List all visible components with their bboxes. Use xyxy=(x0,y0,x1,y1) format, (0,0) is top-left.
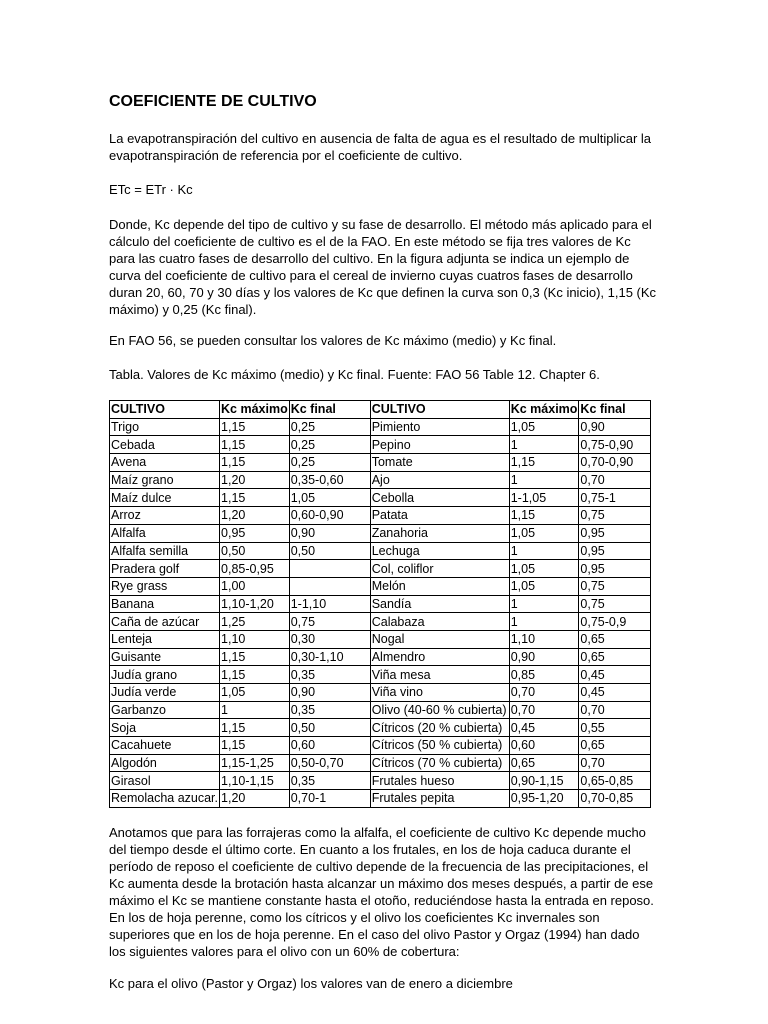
cultivo-cell: Zanahoria xyxy=(370,524,509,542)
kc-maximo-cell: 1,05 xyxy=(509,418,579,436)
cultivo-cell: Maíz grano xyxy=(110,471,220,489)
olive-kc-paragraph: Kc para el olivo (Pastor y Orgaz) los valores van de enero a diciembre xyxy=(109,976,513,991)
kc-maximo-cell: 1 xyxy=(509,542,579,560)
cultivo-cell: Cítricos (50 % cubierta) xyxy=(370,737,509,755)
cultivo-cell: Frutales hueso xyxy=(370,772,509,790)
kc-final-cell: 0,45 xyxy=(579,666,651,684)
kc-final-cell: 0,35 xyxy=(289,701,370,719)
cultivo-cell: Soja xyxy=(110,719,220,737)
table-row xyxy=(110,560,651,578)
cultivo-cell: Algodón xyxy=(110,754,220,772)
kc-maximo-cell: 1,15 xyxy=(220,666,290,684)
cultivo-cell: Judía grano xyxy=(110,666,220,684)
formula-line: ETc = ETr · Kc xyxy=(109,182,193,197)
kc-maximo-cell: 0,60 xyxy=(509,737,579,755)
kc-final-cell: 0,70-0,90 xyxy=(579,454,651,472)
table-row xyxy=(110,595,651,613)
cultivo-cell: Calabaza xyxy=(370,613,509,631)
kc-final-cell: 0,75-0,90 xyxy=(579,436,651,454)
cultivo-cell: Caña de azúcar xyxy=(110,613,220,631)
table-row xyxy=(110,648,651,666)
cultivo-cell: Avena xyxy=(110,454,220,472)
kc-maximo-cell: 1,15 xyxy=(220,648,290,666)
cultivo-cell: Cítricos (70 % cubierta) xyxy=(370,754,509,772)
cultivo-cell: Tomate xyxy=(370,454,509,472)
kc-maximo-cell: 0,85 xyxy=(509,666,579,684)
table-row xyxy=(110,489,651,507)
kc-maximo-cell: 1 xyxy=(509,595,579,613)
kc-maximo-cell: 0,95 xyxy=(220,524,290,542)
table-row xyxy=(110,577,651,595)
cultivo-cell: Lenteja xyxy=(110,630,220,648)
kc-final-cell: 0,50 xyxy=(289,719,370,737)
kc-final-cell: 0,65 xyxy=(579,737,651,755)
kc-final-cell: 0,35 xyxy=(289,772,370,790)
cultivo-cell: Garbanzo xyxy=(110,701,220,719)
intro-paragraph: La evapotranspiración del cultivo en ausencia de falta de agua es el resultado de multiplicar la evapotranspiración de referencia por el coeficiente de cultivo. xyxy=(109,131,652,163)
kc-maximo-cell: 1,15 xyxy=(220,454,290,472)
cultivo-cell: Lechuga xyxy=(370,542,509,560)
kc-final-cell: 0,70 xyxy=(579,471,651,489)
kc-final-cell: 0,45 xyxy=(579,684,651,702)
cultivo-cell: Olivo (40-60 % cubierta) xyxy=(370,701,509,719)
header-kc-maximo: Kc máximo xyxy=(221,402,288,417)
kc-final-cell: 0,90 xyxy=(289,524,370,542)
kc-maximo-cell: 0,90-1,15 xyxy=(509,772,579,790)
kc-maximo-cell: 1,15 xyxy=(220,418,290,436)
header-kc-final: Kc final xyxy=(289,401,370,419)
kc-maximo-cell: 1 xyxy=(220,701,290,719)
table-row xyxy=(110,684,651,702)
table-row xyxy=(110,471,651,489)
kc-maximo-cell: 0,85-0,95 xyxy=(220,560,290,578)
kc-maximo-cell: 1,15 xyxy=(509,507,579,525)
cultivo-cell: Trigo xyxy=(110,418,220,436)
kc-final-cell: 0,65 xyxy=(579,630,651,648)
kc-final-cell: 0,70 xyxy=(579,701,651,719)
kc-final-cell: 0,75 xyxy=(579,577,651,595)
notes-paragraph: Anotamos que para las forrajeras como la alfalfa, el coeficiente de cultivo Kc depende mucho del tiempo desde el último corte. En cuanto a los frutales, en los de hoja caduca durante el período de reposo el coeficiente de cultivo depende de la frecuencia de las precipitaciones, el Kc aumenta desde la brotación hasta alcanzar un máximo dos meses después, a partir de ese máximo el Kc se mantiene constante hasta el otoño, reduciéndose hasta la entrada en reposo. En los de hoja perenne, como los cítricos y el olivo los coeficientes Kc invernales son superiores que en los de hoja perenne. En el caso del olivo Pastor y Orgaz (1994) han dado los siguientes valores para el olivo con un 60% de cobertura: xyxy=(109,825,654,959)
table-caption: Tabla. Valores de Kc máximo (medio) y Kc final. Fuente: FAO 56 Table 12. Chapter 6. xyxy=(109,367,600,382)
cultivo-cell: Pradera golf xyxy=(110,560,220,578)
kc-maximo-cell: 1,20 xyxy=(220,790,290,808)
table-row xyxy=(110,630,651,648)
kc-final-cell: 0,65 xyxy=(579,648,651,666)
cultivo-cell: Maíz dulce xyxy=(110,489,220,507)
kc-maximo-cell: 1,15 xyxy=(220,489,290,507)
cultivo-cell: Melón xyxy=(370,577,509,595)
kc-final-cell: 0,75 xyxy=(579,595,651,613)
kc-final-cell: 0,25 xyxy=(289,436,370,454)
kc-maximo-cell: 1,25 xyxy=(220,613,290,631)
kc-final-cell: 0,95 xyxy=(579,524,651,542)
kc-maximo-cell: 1,20 xyxy=(220,507,290,525)
kc-maximo-cell: 0,95-1,20 xyxy=(509,790,579,808)
cultivo-cell: Frutales pepita xyxy=(370,790,509,808)
kc-maximo-cell: 0,90 xyxy=(509,648,579,666)
cultivo-cell: Cebolla xyxy=(370,489,509,507)
kc-final-cell: 0,25 xyxy=(289,454,370,472)
table-row xyxy=(110,701,651,719)
kc-final-cell: 0,35-0,60 xyxy=(289,471,370,489)
kc-maximo-cell: 1,15 xyxy=(220,719,290,737)
header-cultivo: CULTIVO xyxy=(370,401,509,419)
header-kc-maximo: Kc máximo xyxy=(510,402,578,417)
fao-paragraph: En FAO 56, se pueden consultar los valores de Kc máximo (medio) y Kc final. xyxy=(109,333,557,348)
kc-final-cell: 1,05 xyxy=(289,489,370,507)
kc-final-cell: 0,65-0,85 xyxy=(579,772,651,790)
kc-maximo-cell: 0,45 xyxy=(509,719,579,737)
kc-final-cell: 0,60 xyxy=(289,737,370,755)
cultivo-cell: Judía verde xyxy=(110,684,220,702)
cultivo-cell: Pimiento xyxy=(370,418,509,436)
kc-final-cell xyxy=(289,560,370,578)
cultivo-cell: Cebada xyxy=(110,436,220,454)
cultivo-cell: Sandía xyxy=(370,595,509,613)
cultivo-cell: Viña mesa xyxy=(370,666,509,684)
table-row xyxy=(110,754,651,772)
table-row xyxy=(110,613,651,631)
kc-final-cell: 0,30 xyxy=(289,630,370,648)
cultivo-cell: Arroz xyxy=(110,507,220,525)
kc-final-cell: 0,90 xyxy=(579,418,651,436)
cultivo-cell: Guisante xyxy=(110,648,220,666)
table-row xyxy=(110,542,651,560)
kc-maximo-cell: 1,05 xyxy=(220,684,290,702)
kc-final-cell: 0,75 xyxy=(579,507,651,525)
cultivo-cell: Banana xyxy=(110,595,220,613)
kc-maximo-cell: 1,10-1,20 xyxy=(220,595,290,613)
header-kc-final: Kc final xyxy=(579,401,651,419)
kc-final-cell: 0,55 xyxy=(579,719,651,737)
method-paragraph: Donde, Kc depende del tipo de cultivo y su fase de desarrollo. El método más aplicado para el cálculo del coeficiente de cultivo es el de la FAO. En este método se fija tres valores de Kc para las cuatro fases de desarrollo del cultivo. En la figura adjunta se indica un ejemplo de curva del coeficiente de cultivo para el cereal de invierno cuyas cuatros fases de desarrollo duran 20, 60, 70 y 30 días y los valores de Kc que definen la curva son 0,3 (Kc inicio), 1,15 (Kc máximo) y 0,25 (Kc final). xyxy=(109,217,657,317)
kc-final-cell: 0,60-0,90 xyxy=(289,507,370,525)
table-row xyxy=(110,772,651,790)
table-row xyxy=(110,507,651,525)
cultivo-cell: Cacahuete xyxy=(110,737,220,755)
kc-maximo-cell: 1,10-1,15 xyxy=(220,772,290,790)
kc-maximo-cell: 1-1,05 xyxy=(509,489,579,507)
table-row xyxy=(110,524,651,542)
kc-final-cell: 0,70 xyxy=(579,754,651,772)
kc-maximo-cell: 1,00 xyxy=(220,577,290,595)
kc-final-cell: 0,75-1 xyxy=(579,489,651,507)
kc-final-cell: 1-1,10 xyxy=(289,595,370,613)
table-row xyxy=(110,790,651,808)
kc-maximo-cell: 0,65 xyxy=(509,754,579,772)
cultivo-cell: Alfalfa xyxy=(110,524,220,542)
cultivo-cell: Nogal xyxy=(370,630,509,648)
kc-final-cell: 0,70-0,85 xyxy=(579,790,651,808)
kc-final-cell: 0,75 xyxy=(289,613,370,631)
cultivo-cell: Pepino xyxy=(370,436,509,454)
cultivo-cell: Ajo xyxy=(370,471,509,489)
kc-final-cell: 0,50 xyxy=(289,542,370,560)
cultivo-cell: Rye grass xyxy=(110,577,220,595)
table-row xyxy=(110,454,651,472)
kc-final-cell xyxy=(289,577,370,595)
kc-maximo-cell: 1,20 xyxy=(220,471,290,489)
cultivo-cell: Viña vino xyxy=(370,684,509,702)
kc-maximo-cell: 0,50 xyxy=(220,542,290,560)
kc-final-cell: 0,75-0,9 xyxy=(579,613,651,631)
table-header-row xyxy=(110,401,651,419)
table-row xyxy=(110,719,651,737)
kc-final-cell: 0,35 xyxy=(289,666,370,684)
kc-maximo-cell: 1,05 xyxy=(509,577,579,595)
kc-final-cell: 0,30-1,10 xyxy=(289,648,370,666)
table-row xyxy=(110,436,651,454)
kc-maximo-cell: 1 xyxy=(509,471,579,489)
kc-maximo-cell: 1,15 xyxy=(509,454,579,472)
kc-final-cell: 0,95 xyxy=(579,560,651,578)
cultivo-cell: Almendro xyxy=(370,648,509,666)
table-row xyxy=(110,666,651,684)
kc-maximo-cell: 1 xyxy=(509,613,579,631)
kc-maximo-cell: 1,05 xyxy=(509,560,579,578)
header-cultivo: CULTIVO xyxy=(110,401,220,419)
kc-final-cell: 0,50-0,70 xyxy=(289,754,370,772)
cultivo-cell: Girasol xyxy=(110,772,220,790)
kc-maximo-cell: 1,10 xyxy=(220,630,290,648)
table-row xyxy=(110,737,651,755)
kc-maximo-cell: 1,15 xyxy=(220,737,290,755)
kc-final-cell: 0,90 xyxy=(289,684,370,702)
kc-final-cell: 0,70-1 xyxy=(289,790,370,808)
cultivo-cell: Alfalfa semilla xyxy=(110,542,220,560)
kc-table xyxy=(109,400,651,808)
kc-final-cell: 0,25 xyxy=(289,418,370,436)
kc-maximo-cell: 0,70 xyxy=(509,684,579,702)
cultivo-cell: Col, coliflor xyxy=(370,560,509,578)
page-title: COEFICIENTE DE CULTIVO xyxy=(109,93,317,110)
cultivo-cell: Remolacha azucar. xyxy=(111,791,219,806)
kc-maximo-cell: 0,70 xyxy=(509,701,579,719)
table-row xyxy=(110,418,651,436)
kc-final-cell: 0,95 xyxy=(579,542,651,560)
kc-maximo-cell: 1,05 xyxy=(509,524,579,542)
kc-maximo-cell: 1,10 xyxy=(509,630,579,648)
kc-maximo-cell: 1,15-1,25 xyxy=(220,754,290,772)
kc-maximo-cell: 1 xyxy=(509,436,579,454)
cultivo-cell: Cítricos (20 % cubierta) xyxy=(370,719,509,737)
cultivo-cell: Patata xyxy=(370,507,509,525)
kc-maximo-cell: 1,15 xyxy=(220,436,290,454)
